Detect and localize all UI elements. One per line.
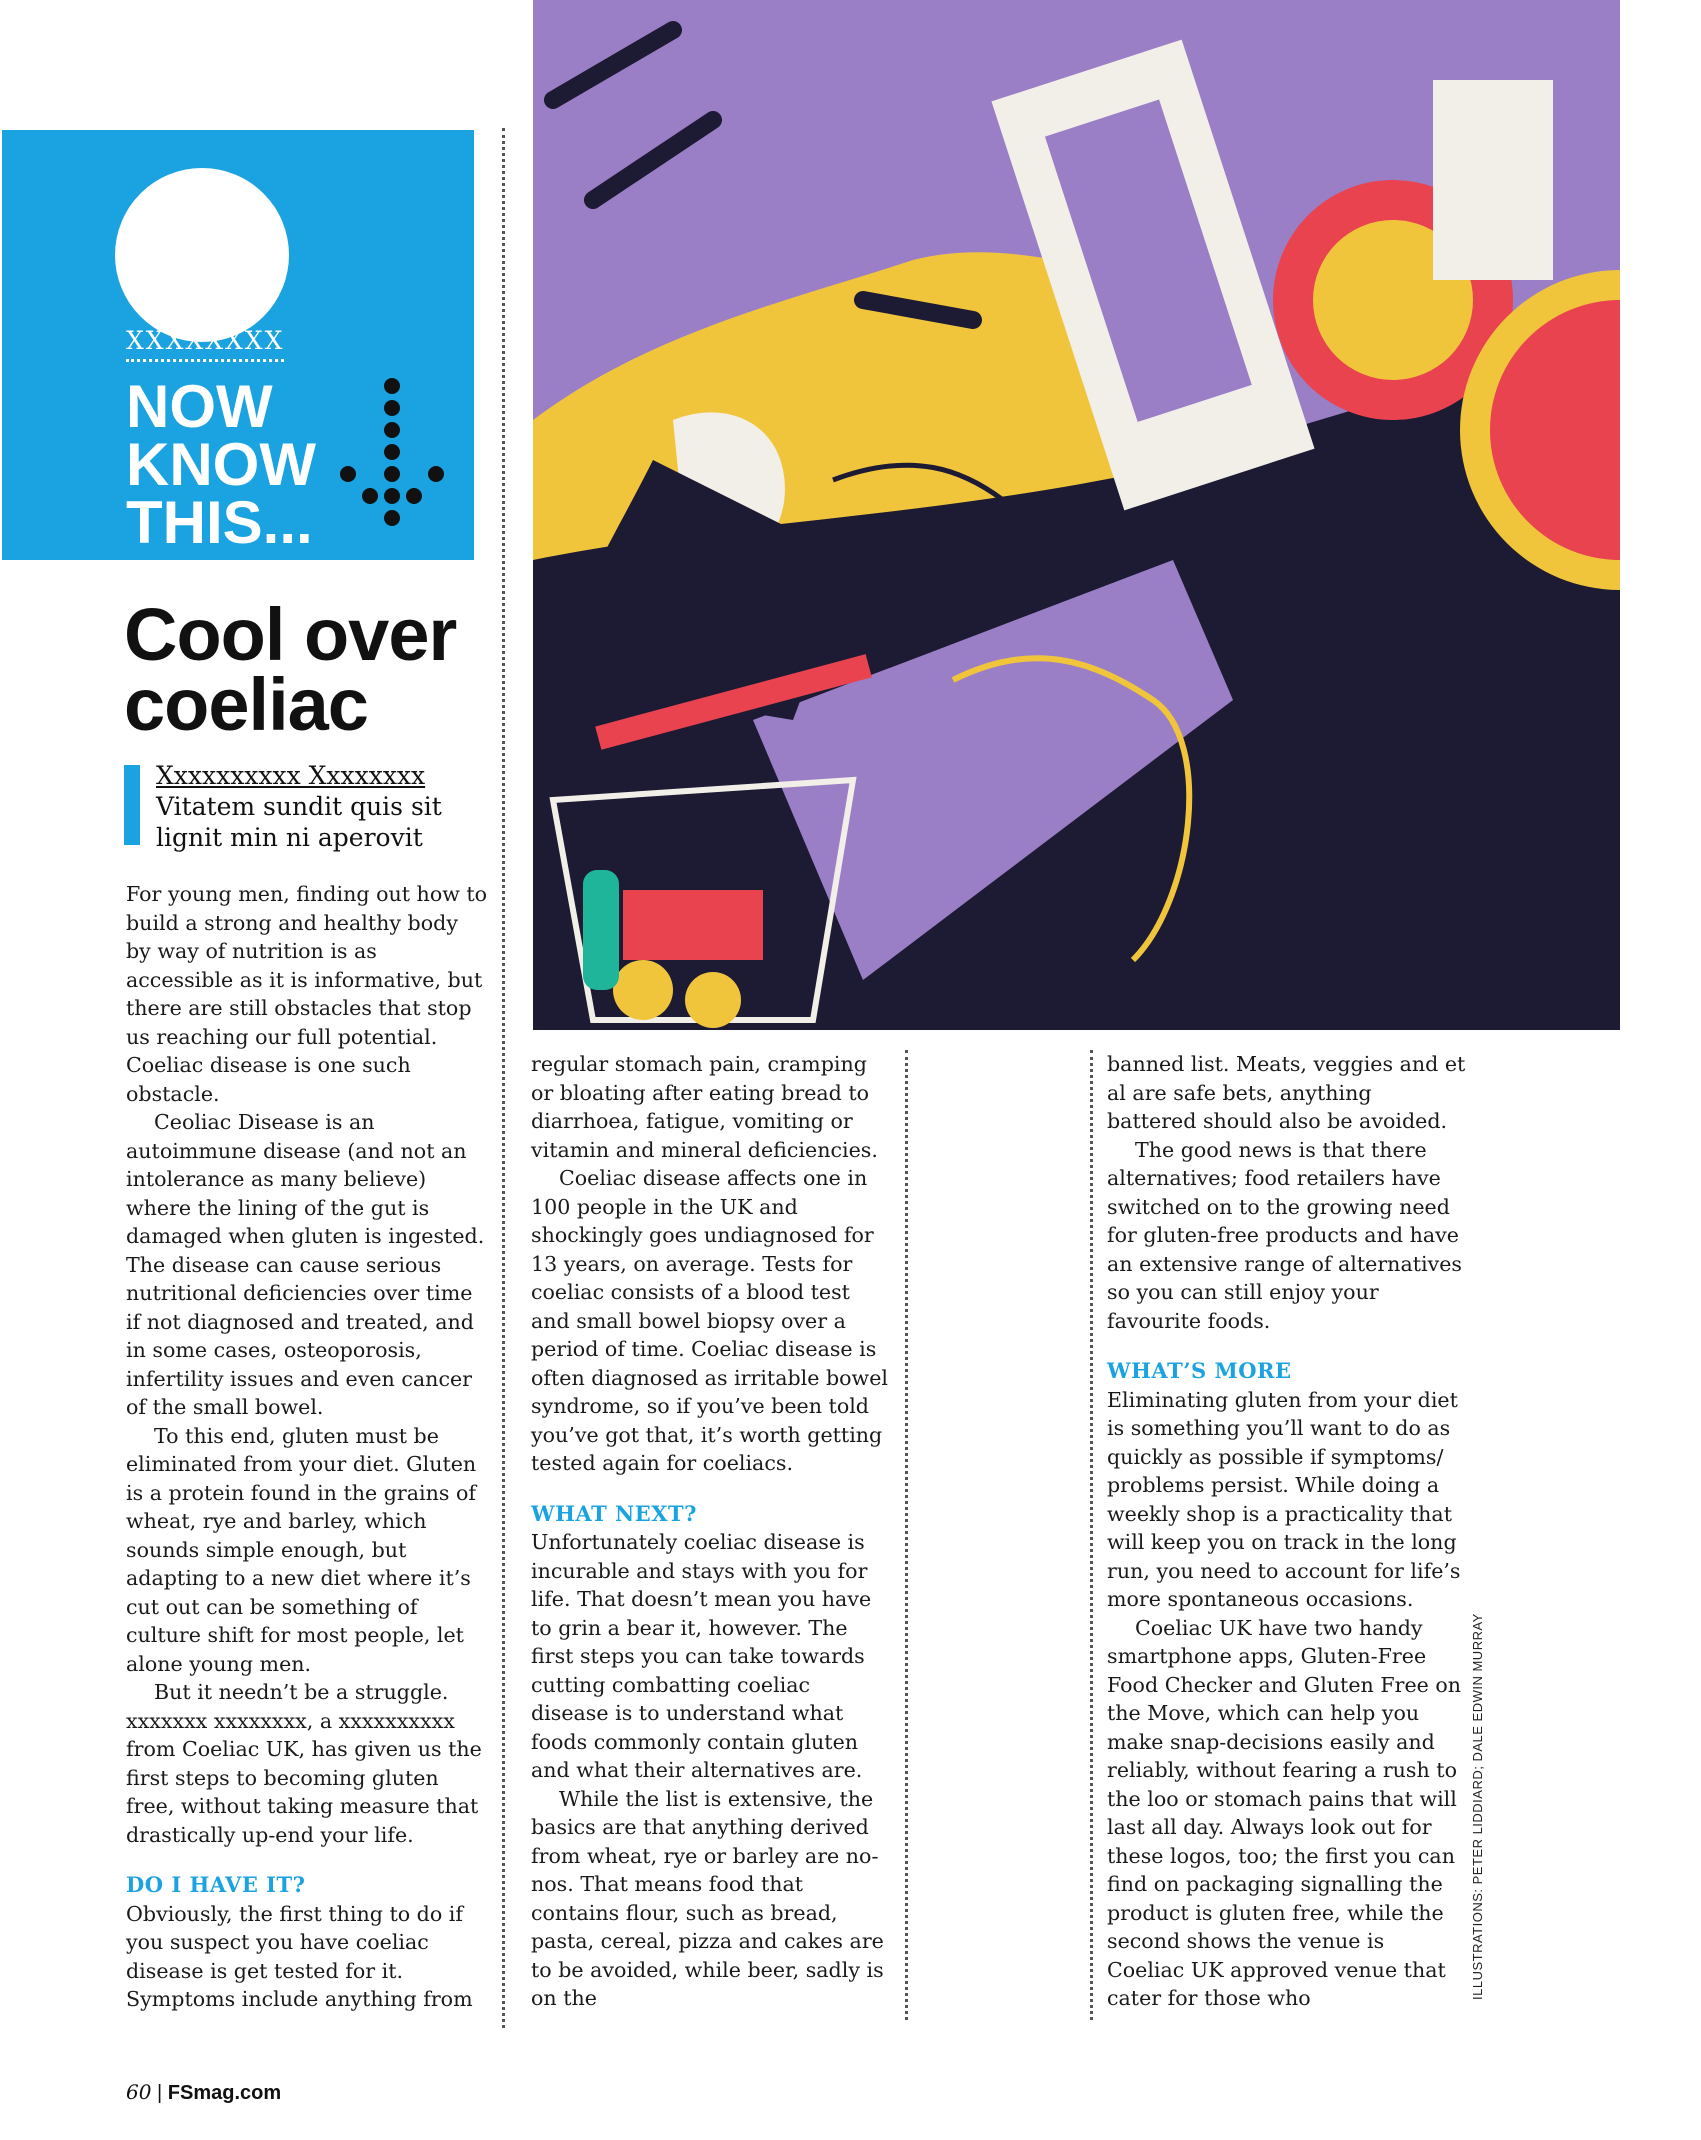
- paragraph: Obviously, the first thing to do if you suspect you have coeliac disease is get tested for it. Symptoms include anything from: [126, 1901, 473, 2011]
- paragraph: To this end, gluten must be eliminated from your diet. Gluten is a protein found in the grains of wheat, rye and barley, which sounds simple enough, but adapting to a new diet where it’s cut out can be something of culture shift for most people, let alone young men.: [126, 1423, 477, 1676]
- column-rule: [905, 1050, 908, 2020]
- panel-kicker: XXXXXXXX: [126, 326, 284, 362]
- footer-separator: |: [151, 2082, 168, 2104]
- paragraph: Coeliac UK have two handy smartphone apps, Gluten-Free Food Checker and Gluten Free on the Move, which can help you make snap-decisions easily and reliably, without fearing a rush to the loo or stomach pains that will last all day. Always look out for these logos, too; the first you can find on packaging signalling the product is gluten free, while the second shows the venue is Coeliac UK approved venue that cater for those who: [1107, 1615, 1462, 2010]
- panel-title-line: NOW: [126, 373, 273, 440]
- column-rule: [502, 128, 505, 2028]
- dotted-arrow-down-icon: [330, 372, 450, 547]
- paragraph: But it needn’t be a struggle. xxxxxxx xxxxxxxx, a xxxxxxxxxx from Coeliac UK, has given us the first steps to becoming gluten free, without taking measure that drastically up-end your life.: [126, 1680, 482, 1847]
- standfirst-byline: Xxxxxxxxxx Xxxxxxxx: [156, 761, 426, 790]
- column-2: [531, 1050, 891, 2013]
- column-rule: [1090, 1050, 1093, 2020]
- paragraph: banned list. Meats, veggies and et al are safe bets, anything battered should also be avoided.: [1107, 1052, 1466, 1133]
- standfirst-bar: [124, 765, 140, 845]
- paragraph: Coeliac disease affects one in 100 people in the UK and shockingly goes undiagnosed for 13 years, on average. Tests for coeliac consists of a blood test and small bowel biopsy over a period of time. Coeliac disease is often diagnosed as irritable bowel syndrome, so if you’ve been told you’ve got that, it’s worth getting tested again for coeliacs.: [531, 1166, 888, 1475]
- subheading: WHAT NEXT?: [531, 1500, 697, 1526]
- page-footer: [126, 2080, 281, 2105]
- paragraph: The good news is that there alternatives; food retailers have switched on to the growing need for gluten-free products and have an extensive range of alternatives so you can still enjoy your favourite foods.: [1107, 1137, 1462, 1333]
- standfirst-text: Vitatem sundit quis sit lignit min ni aperovit: [156, 792, 442, 852]
- illustration-credit: ILLUSTRATIONS: PETER LIDDIARD; DALE EDWIN MURRAY: [1470, 1613, 1485, 2000]
- column-3: [1107, 1050, 1467, 2013]
- paragraph: Unfortunately coeliac disease is incurable and stays with you for life. That doesn’t mean you have to grin a bear it, however. The first steps you can take towards cutting combatting coeliac disease is to understand what foods commonly contain gluten and what their alternatives are.: [531, 1530, 872, 1782]
- subheading: WHAT’S MORE: [1107, 1358, 1292, 1383]
- paragraph: While the list is extensive, the basics are that anything derived from wheat, rye or barley are no-nos. That means food that contains flour, such as bread, pasta, cereal, pizza and cakes are to be avoided, while beer, sadly is on the: [531, 1786, 884, 2010]
- subheading: DO I HAVE IT?: [126, 1872, 306, 1897]
- illustration: [533, 0, 1620, 1030]
- panel-title-line: KNOW: [126, 431, 316, 498]
- page-number: 60: [126, 2080, 152, 2104]
- column-1: [126, 880, 488, 2014]
- standfirst: [156, 760, 486, 853]
- panel-title: [126, 373, 346, 556]
- logo-circle: [115, 168, 289, 342]
- paragraph: regular stomach pain, cramping or bloating after eating bread to diarrhoea, fatigue, vomiting or vitamin and mineral deficiencies.: [531, 1052, 878, 1162]
- panel-title-line: THIS...: [126, 489, 313, 556]
- paragraph: For young men, finding out how to build a strong and healthy body by way of nutrition is as accessible as it is informative, but there are still obstacles that stop us reaching our full potential. Coeliac disease is one such obstacle.: [126, 882, 488, 1106]
- headline: Cool over coeliac: [124, 593, 457, 746]
- paragraph: Ceoliac Disease is an autoimmune disease (and not an intolerance as many believe) where the lining of the gut is damaged when gluten is ingested. The disease can cause serious nutritional deficiencies over time if not diagnosed and treated, and in some cases, osteoporosis, infertility issues and even cancer of the small bowel.: [126, 1110, 485, 1419]
- paragraph: Eliminating gluten from your diet is something you’ll want to do as quickly as possible if symptoms/ problems persist. While doing a weekly shop is a practicality that will keep you on track in the long run, you need to account for life’s more spontaneous occasions.: [1107, 1387, 1461, 1611]
- site-link[interactable]: FSmag.com: [167, 2082, 282, 2104]
